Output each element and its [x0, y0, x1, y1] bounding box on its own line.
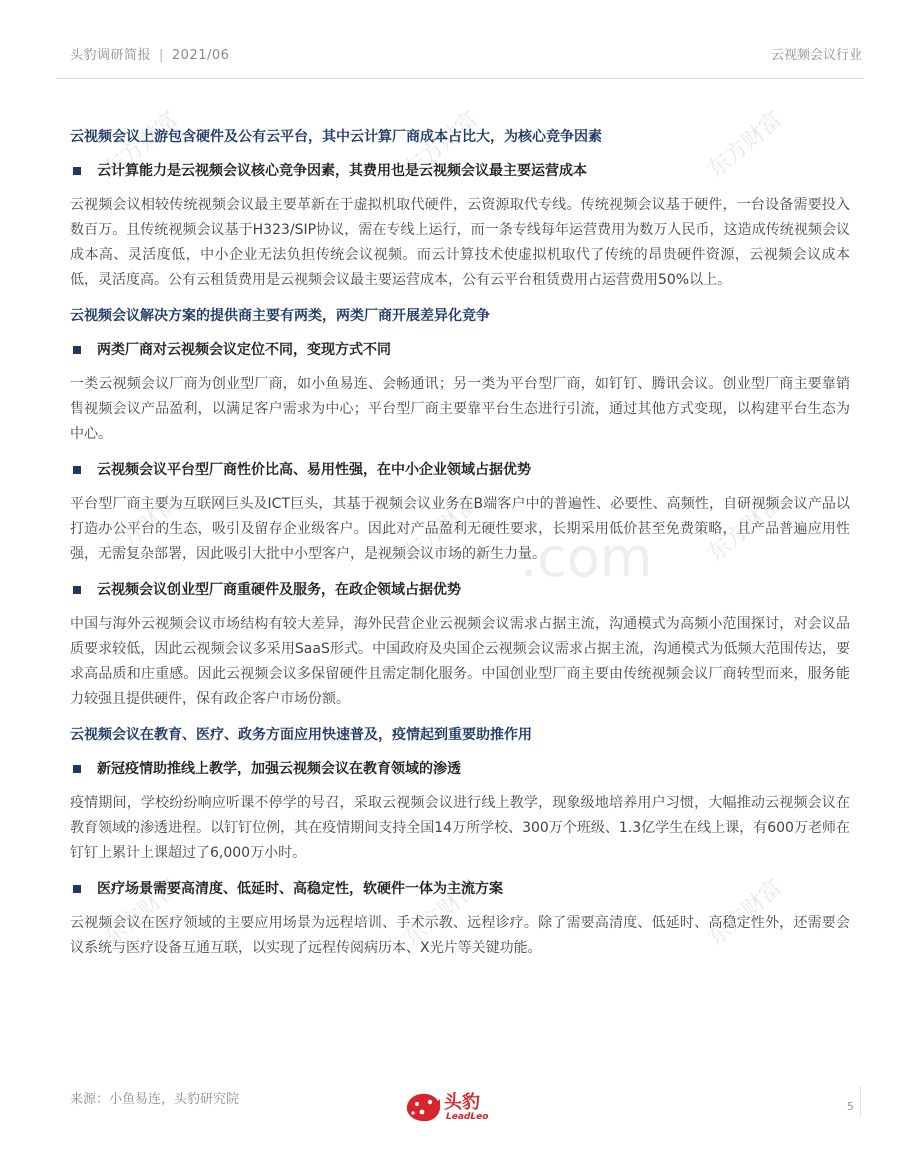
watermark: 东方财富: [99, 491, 184, 567]
subsection-heading-text: 两类厂商对云视频会议定位不同，变现方式不同: [97, 342, 391, 358]
watermark: 东方财富: [99, 107, 184, 183]
paragraph: 云视频会议相较传统视频会议最主要革新在于虚拟机取代硬件，云资源取代专线。传统视频会议基于硬件，一台设备需要投入数百万。且传统视频会议基于H323/SIP协议，需在专线上运行，而一条专线每年运营费用为数万人民币，这造成传统视频会议成本高、灵活度低，中小企业无法负担传统会议视频。而云计算技术使虚拟机取代了传统的昂贵硬件资源，云视频会议成本低，灵活度高。公有云租赁费用是云视频会议最主要运营成本，公有云平台租赁费用占运营费用50%以上。: [70, 197, 850, 288]
report-brand: 头豹调研简报: [70, 48, 152, 63]
watermark-url: .com: [520, 526, 653, 589]
watermark: 东方财富: [99, 875, 184, 951]
industry-label: 云视频会议行业: [770, 48, 862, 63]
square-bullet-icon: [73, 167, 81, 175]
header-divider: [56, 78, 864, 79]
subsection-heading-text: 云计算能力是云视频会议核心竞争因素，其费用也是云视频会议最主要运营成本: [97, 163, 587, 179]
watermark: 东方财富: [399, 491, 484, 567]
square-bullet-icon: [73, 346, 81, 354]
section-title: 云视频会议上游包含硬件及公有云平台，其中云计算厂商成本占比大，为核心竞争因素: [70, 129, 602, 145]
paragraph: 云视频会议在医疗领域的主要应用场景为远程培训、手术示教、远程诊疗。除了需要高清度、低延时、高稳定性外，还需要会议系统与医疗设备互通互联，以实现了远程传阅病历本、X光片等关键功能。: [70, 915, 850, 956]
report-header: [70, 44, 229, 63]
subsection-heading-text: 新冠疫情助推线上教学，加强云视频会议在教育领域的渗透: [97, 761, 461, 777]
subsection-heading: [70, 160, 850, 182]
square-bullet-icon: [73, 885, 81, 893]
watermark: 东方财富: [399, 107, 484, 183]
subsection-heading: [70, 878, 850, 900]
logo-brand-en: LeadLeo: [446, 1112, 489, 1122]
subsection-heading: [70, 459, 850, 481]
footer-divider: [860, 1086, 861, 1116]
subsection-heading-text: 云视频会议创业型厂商重硬件及服务，在政企领域占据优势: [97, 582, 461, 598]
watermark: 东方财富: [399, 875, 484, 951]
header-separator: |: [159, 48, 164, 63]
square-bullet-icon: [73, 466, 81, 474]
watermark: 东方财富: [703, 491, 788, 567]
watermark: 东方财富: [703, 107, 788, 183]
source-note: 来源：小鱼易连，头豹研究院: [70, 1092, 240, 1107]
section-title: 云视频会议在教育、医疗、政务方面应用快速普及，疫情起到重要助推作用: [70, 727, 532, 743]
paragraph: 平台型厂商主要为互联网巨头及ICT巨头，其基于视频会议业务在B端客户中的普遍性、必要性、高频性，自研视频会议产品以打造办公平台的生态，吸引及留存企业级客户。因此对产品盈利无硬性要求，长期采用低价甚至免费策略，且产品普遍应用性强，无需复杂部署，因此吸引大批中小型客户，是视频会议市场的新生力量。: [70, 496, 850, 562]
leadleo-logo: [404, 1088, 504, 1128]
subsection-heading-text: 医疗场景需要高清度、低延时、高稳定性，软硬件一体为主流方案: [97, 881, 503, 897]
square-bullet-icon: [73, 765, 81, 773]
report-body: [70, 126, 850, 973]
paragraph: 一类云视频会议厂商为创业型厂商，如小鱼易连、会畅通讯；另一类为平台型厂商，如钉钉、腾讯会议。创业型厂商主要靠销售视频会议产品盈利，以满足客户需求为中心；平台型厂商主要靠平台生态进行引流，通过其他方式变现，以构建平台生态为中心。: [70, 376, 850, 442]
paragraph: 疫情期间，学校纷纷响应听课不停学的号召，采取云视频会议进行线上教学，现象级地培养用户习惯，大幅推动云视频会议在教育领域的渗透进程。以钉钉位例，其在疫情期间支持全国14万所学校、300万个班级、1.3亿学生在线上课，有600万老师在钉钉上累计上课超过了6,000万小时。: [70, 795, 850, 861]
leopard-icon: [404, 1090, 442, 1124]
report-date: 2021/06: [171, 48, 230, 63]
watermark: 东方财富: [703, 875, 788, 951]
logo-brand-cn: 头豹: [444, 1092, 480, 1113]
subsection-heading: [70, 579, 850, 601]
section-title: 云视频会议解决方案的提供商主要有两类，两类厂商开展差异化竞争: [70, 308, 490, 324]
subsection-heading-text: 云视频会议平台型厂商性价比高、易用性强，在中小企业领域占据优势: [97, 462, 531, 478]
paragraph: 中国与海外云视频会议市场结构有较大差异，海外民营企业云视频会议需求占据主流，沟通模式为高频小范围探讨，对会议品质要求较低，因此云视频会议多采用SaaS形式。中国政府及央国企云视频会议需求占据主流，沟通模式为低频大范围传达，要求高品质和庄重感。因此云视频会议多保留硬件且需定制化服务。中国创业型厂商主要由传统视频会议厂商转型而来，服务能力较强且提供硬件，保有政企客户市场份额。: [70, 616, 850, 707]
square-bullet-icon: [73, 586, 81, 594]
subsection-heading: [70, 339, 850, 361]
subsection-heading: [70, 758, 850, 780]
page-number: 5: [847, 1100, 854, 1113]
